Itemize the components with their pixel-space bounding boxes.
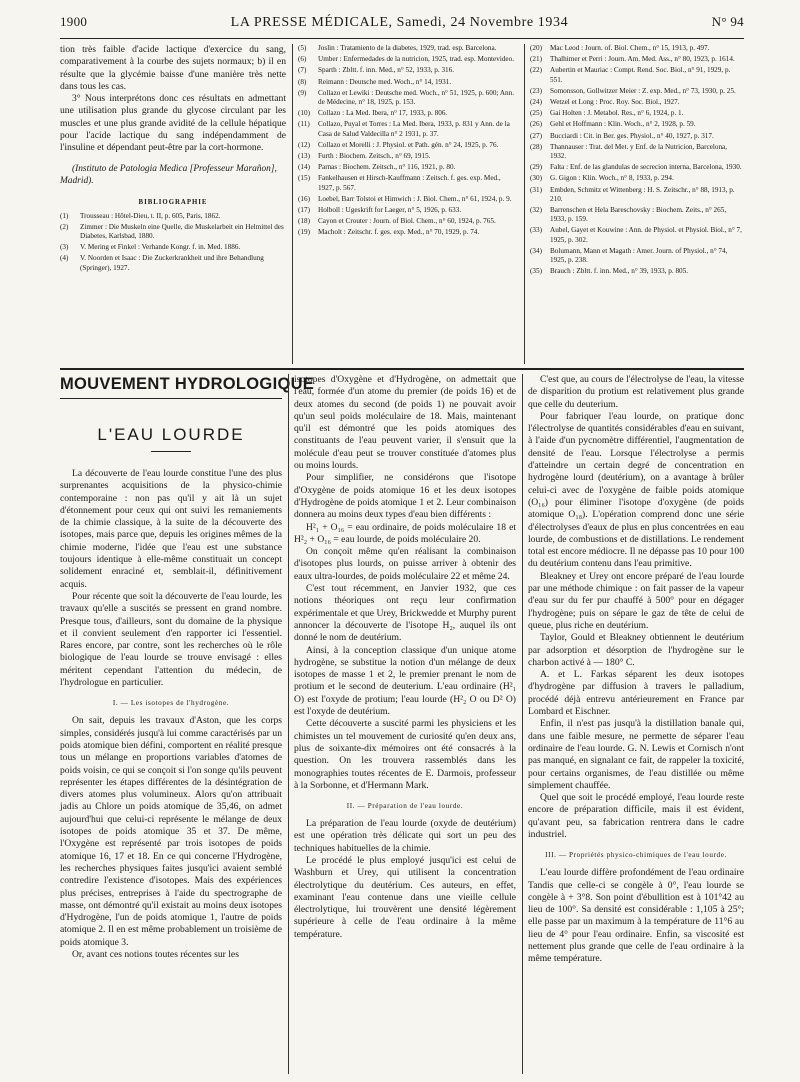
issue-number: N° 94 xyxy=(711,14,744,29)
top-column-1 xyxy=(60,44,286,364)
reference-item: (16) Loebel, Barr Tolstoi et Himwich : J. Biol. Chem., n° 61, 1924, p. 9. xyxy=(298,194,512,203)
column-divider xyxy=(288,374,289,1074)
reference-item: (27) Bucciardi : Cit. in Ber. ges. Physiol., n° 40, 1927, p. 317. xyxy=(530,131,714,140)
article-paragraph: Pour fabriquer l'eau lourde, on pratique donc l'électrolyse de quantités considérables d'eau en suivant, à l'aide d'un pycnomètre différentiel, l'augmentation de densité de l'eau. Lorsque l'électrolyse a permis d'atteindre un certain degré de concentration en hydrogène lourd (deutérium), on a avantage à brûler celui-ci avec de l'oxygène de faible poids atomique (O₁₆) pour éliminer l'isotope d'oxygène (de poids atomique O₁₈). L'opération comprend donc une série d'électrolyses d'eaux de plus en plus concentrées en eau lourde, de combustions et de distillations. Le rendement total est encore médiocre. Il ne dépasse pas 10 pour 100 du deutérium contenu dans l'eau primitive. xyxy=(528,410,744,570)
section-3-heading: III. — Propriétés physico-chimiques de l'eau lourde. xyxy=(545,851,727,860)
article-column-3 xyxy=(528,374,744,1074)
section-2-heading: II. — Préparation de l'eau lourde. xyxy=(346,802,464,811)
intro-paragraph: Pour récente que soit la découverte de l'eau lourde, les travaux qu'elle a suscités se pressent en grand nombre. Presque tous, d'ailleurs, sont du domaine de la physique et il convient seulement d'en rapporter ici l'essentiel. Rares encore, par contre, sont les recherches où le rôle biologique de l'eau lourde se trouve envisagé : elles méritent cependant l'attention du médecin, de l'hydrologue en particulier. xyxy=(60,590,282,689)
reference-item: (30) G. Gigon : Klin. Woch., n° 8, 1933, p. 294. xyxy=(530,174,674,183)
formula-line: H²₁ + O₁₆ = eau ordinaire, de poids moléculaire 18 et H²₂ + O₁₆ = eau lourde, de poids moléculaire 20. xyxy=(294,521,516,545)
reference-item: (28) Thannauser : Trat. del Met. y Enf. de la Nutricion, Barcelona, 1932. xyxy=(530,142,728,161)
article-paragraph: On conçoit même qu'en réalisant la combinaison d'isotopes plus lourds, on puisse arriver à obtenir des eaux ultra-lourdes, de poids moléculaire 22 et même 24. xyxy=(294,546,516,582)
reference-item: (12) Collazo et Morelli : J. Physiol. et Path. gén. n° 24, 1925, p. 76. xyxy=(298,140,499,149)
reference-item: (6) Umber : Enfermedades de la nutricion, 1925, trad. esp. Montevideo. xyxy=(298,55,515,64)
article-paragraph: Cette découverte a suscité parmi les physiciens et les chimistes un tel mouvement de curiosité qu'en deux ans, plus de soixante-dix mémoires ont été consacrés à la question. On les trouvera rassemblés dans les monographies toutes récentes de E. Darmois, professeur à la Sorbonne, et d'Hermann Mark. xyxy=(294,718,516,791)
reference-item: (10) Collazo : La Med. Ibera, n° 17, 1933, p. 806. xyxy=(298,109,448,118)
top-column-2 xyxy=(298,44,518,364)
article-paragraph: Or, avant ces notions toutes récentes sur les xyxy=(72,948,239,960)
top-paragraph: tion très faible d'acide lactique d'exercice du sang, comparativement à la courbe des sujets normaux; b) il en résulte que la glycémie baisse d'une manière très nette dans tous les cas. xyxy=(60,44,286,92)
reference-item: (33) Aubel, Gayet et Kouwine : Ann. de Physiol. et Physiol. Biol., n° 7, 1925, p. 302. xyxy=(530,226,742,244)
reference-item: (21) Thalhimer et Perri : Journ. Am. Med. Ass., n° 80, 1923, p. 1614. xyxy=(530,55,735,64)
reference-item: (35) Brauch : Zbltt. f. inn. Med., n° 39, 1933, p. 805. xyxy=(530,267,689,276)
article-paragraph: Bleakney et Urey ont encore préparé de l'eau lourde par une méthode chimique : on fait passer de la vapeur d'eau sur du fer pur chauffé à 500° pour en dégager l'hydrogène; puis on sépare le gaz de tête de celui de queue, plus riche en deutérium. xyxy=(528,570,744,631)
column-divider xyxy=(292,44,293,364)
reference-item: (9) Collazo et Lewiki : Deutsche med. Woch., n° 51, 1925, p. 600; Ann. de Médecine, n° 18, 1925, p. 153. xyxy=(298,88,514,107)
article-paragraph: Quel que soit le procédé employé, l'eau lourde reste encore de préparation difficile, mais il est évident, qu'avant peu, sa fabrication rentrera dans le cadre industriel. xyxy=(528,792,744,840)
article-column-1 xyxy=(60,374,315,1074)
column-divider xyxy=(522,374,523,1074)
intro-paragraph: La découverte de l'eau lourde constitue l'une des plus surprenantes acquisitions de la physico-chimie contemporaine : non pas qu'il y ait là un sujet d'étonnement pour ceux qui ont suivi les remaniements de la chimie classique, à la suite de la découverte des isotopes, mais parce que, depuis les origines mêmes de la chimie moderne, l'idée que l'eau est une substance toujours identique à elle-même constituait un concept solidement enraciné et, semblait-il, définitivement acquis. xyxy=(60,468,282,590)
article-paragraph: La préparation de l'eau lourde (oxyde de deutérium) est une opération très délicate qui sort un peu des techniques habituelles de la chimie. xyxy=(294,818,516,854)
reference-item: (8) Reimann : Deutsche med. Woch., n° 14, 1931. xyxy=(298,77,452,86)
article-paragraph: Enfin, il n'est pas jusqu'à la distillation banale qui, dans une faible mesure, ne permette de séparer l'eau ordinaire de l'eau lourde. G. N. Lewis et Cornisch n'ont pas manqué, en signalant ce fait, de rappeler la toxicité, pour certains organismes, de l'eau distillée ou même simplement chauffée. xyxy=(528,718,744,791)
reference-item: (34) Bolumann, Mann et Magath : Amer. Journ. of Physiol., n° 74, 1925, p. 238. xyxy=(530,246,728,265)
article-paragraph: Le procédé le plus employé jusqu'ici est celui de Washburn et Urey, qui utilisent la concentration électrolytique du deutérium. Ces auteurs, en effet, examinant l'eau contenue dans une vieille cellule électrolytique, lui trouvèrent une densité légèrement supérieure à celle de l'eau ordinaire à la même température. xyxy=(294,854,516,940)
top-column-3 xyxy=(530,44,744,364)
reference-item: (25) Gai Holten : J. Metabol. Res., n° 6, 1924, p. 1. xyxy=(530,109,684,118)
article-paragraph: C'est que, au cours de l'électrolyse de l'eau, la vitesse de disparition du protium est relativement plus grande que celle du deuterium. xyxy=(528,374,744,410)
page-header xyxy=(60,14,744,38)
reference-item: (23) Somonsson, Gollwitzer Meier : Z. exp. Med., n° 73, 1930, p. 25. xyxy=(530,86,736,95)
reference-item: (31) Embden, Schmitz et Wittenberg : H. S. Zeitschr., n° 88, 1913, p. 210. xyxy=(530,185,735,203)
reference-item: (2) Zimmer : Die Muskeln eine Quelle, die Muskelarbeit ein Helmittel des Diabetes, Karlsbad, 1880. xyxy=(60,222,284,241)
header-rule xyxy=(60,38,744,39)
article-paragraph: A. et L. Farkas séparent les deux isotopes d'hydrogène par diffusion à travers le palladium, procédé déjà entrevu antérieurement en France par Lombard et Eischner. xyxy=(528,669,744,718)
reference-item: (32) Barrenschen et Hela Bareschovsky : Biochem. Zeits., n° 265, 1933, p. 159. xyxy=(530,206,727,224)
top-paragraph: 3° Nous interprétons donc ces résultats en admettant une utilisation plus grande du glycose circulant par les muscles et une plus grande avidité de la cellule hépatique pour l'acide lactique du sang indépendamment de l'insuline et dépendant peut-être par la cort-hormone. xyxy=(60,93,286,154)
section-1-heading: I. — Les isotopes de l'hydrogène. xyxy=(112,699,230,708)
reference-item: (4) V. Noorden et Isaac : Die Zuckerkrankheit und ihre Behandlung (Springer), 1927. xyxy=(60,254,264,272)
reference-item: (26) Gehl et Hoffmann : Klin. Woch., n° 2, 1928, p. 59. xyxy=(530,120,696,129)
article-column-2 xyxy=(294,374,516,1074)
reference-item: (3) V. Mering et Finkel : Verhande Kongr. f. in. Med. 1886. xyxy=(60,243,241,252)
article-paragraph: Taylor, Gould et Bleakney obtiennent le deutérium par adsorption et désorption de l'hydrogène sur le charbon activé à — 180° C. xyxy=(528,632,744,668)
references-list-3 xyxy=(530,44,744,276)
article-paragraph: isotopes d'Oxygène et d'Hydrogène, on admettait que l'eau, formée d'un atome du premier (de poids 16) et de deux atomes du second (de poids 1) ne pouvait avoir qu'un seul poids moléculaire de 18. Mais, maintenant qu'il est démontré que les poids atomiques des constituants de l'eau peuvent varier, il s'ensuit que la molécule d'eau peut se trouver constituée d'atomes plus ou moins lourds. xyxy=(294,374,516,472)
reference-item: (5) Joslin : Tratamiento de la diabetes, 1929, trad. esp. Barcelona. xyxy=(298,44,497,52)
article-section xyxy=(60,374,744,1074)
article-paragraph: On sait, depuis les travaux d'Aston, que les corps simples, considérés jusqu'à lui comme caractérisés par un poids atomique bien défini, comportent en réalité presque tous un mélange en proportions variables d'atomes de poids voisin, ce qui se conçoit si l'on songe qu'ils peuvent représenter les étapes différentes de la désintégration de divers atomes plus volumineux. Alors qu'on attribuait jadis au Chlore un poids atomique de 35,46, on admet aujourd'hui que celui-ci représente le mélange de deux isotopes de poids atomique 35 et 37. De même, l'Oxygène est représenté par trois isotopes de poids atomique 16, 17 et 18. En ce qui concerne l'Hydrogène, les recherches physiques faites jusqu'ici avaient semblé contredire l'existence d'isotopes. Mais des expériences plus précises, entreprises à l'aide du spectrographe de masse, ont démontré qu'il existait au moins deux isotopes d'Hydrogène, l'un de poids atomique 1, l'autre de poids atomique 2. Il en est même probablement un troisième de poids atomique 3. xyxy=(60,715,282,948)
reference-item: (1) Trousseau : Hôtel-Dieu, t. II, p. 605, Paris, 1862. xyxy=(60,211,221,220)
reference-item: (15) Fankelhausen et Hirsch-Kauffmann : Zeitsch. f. ges. exp. Med., 1927, p. 567. xyxy=(298,174,501,192)
journal-line: LA PRESSE MÉDICALE, Samedi, 24 Novembre 1934 xyxy=(230,15,569,30)
article-title: L'EAU LOURDE xyxy=(97,425,245,444)
reference-item: (17) Holboll : Ugeskrift for Laeger, n° 5, 1926, p. 633. xyxy=(298,206,462,215)
top-section xyxy=(60,44,744,364)
column-divider xyxy=(524,44,525,364)
institute-citation: (Instituto de Patologia Medica [Professeur Marañon], Madrid). xyxy=(60,163,277,186)
article-paragraph: C'est tout récemment, en Janvier 1932, que ces notions théoriques ont reçu leur confirmation expérimentale et que Urey, Brickwedde et Murphy purent annoncer la découverte de l'isotope H₂, auquel ils ont donné le nom de deutérium. xyxy=(294,583,516,644)
reference-item: (14) Parnas : Biochem. Zeitsch., n° 116, 1921, p. 80. xyxy=(298,163,456,172)
section-divider xyxy=(60,368,744,370)
reference-item: (18) Cayon et Crouter : Journ. of Biol. Chem., n° 60, 1924, p. 765. xyxy=(298,217,496,226)
article-paragraph: L'eau lourde diffère profondément de l'eau ordinaire Tandis que celle-ci se congèle à 0°, l'eau lourde se congèle à + 3°8. Son point d'ébullition est à 101°42 au lieu de 100°. Sa densité est considérable : 1,105 à 25°; elle passe par un maximum à la température de 11°6 au lieu de 4° pour l'eau ordinaire. Enfin, sa viscosité est nettement plus grande que celle de l'eau ordinaire à la même température. xyxy=(528,867,744,965)
section-heading: MOUVEMENT HYDROLOGIQUE xyxy=(60,375,282,399)
reference-item: (24) Wetzel et Long : Proc. Roy. Soc. Biol., 1927. xyxy=(530,98,680,107)
page-number: 1900 xyxy=(60,14,88,29)
reference-item: (22) Aubertin et Mauriac : Compt. Rend. Soc. Biol., n° 91, 1929, p. 551. xyxy=(530,66,731,84)
article-paragraph: Pour simplifier, ne considérons que l'isotope d'Oxygène de poids atomique 16 et les deux isotopes d'Hydrogène de poids atomique 1 et 2. Leur combinaison donnera au moins deux types d'eau bien différents : xyxy=(294,472,516,521)
references-list-1 xyxy=(60,212,286,273)
title-rule xyxy=(151,451,191,452)
reference-item: (19) Macholt : Zeitschr. f. ges. exp. Med., n° 70, 1929, p. 74. xyxy=(298,228,480,237)
reference-item: (29) Falta : Enf. de las glandulas de secrecion interna, Barcelona, 1930. xyxy=(530,163,742,172)
article-paragraph: Ainsi, à la conception classique d'un unique atome hydrogène, se substitue la notion d'un mélange de deux isotopes de masse 1 et 2, le premier prenant le nom de protium et le second de deuterium. L'eau ordinaire (H²₁ O) est l'oxyde de protium; l'eau lourde (H²₂ O ou D² O) est l'oxyde de deutérium. xyxy=(294,644,516,718)
references-list-2 xyxy=(298,44,518,238)
reference-item: (13) Furth : Biochem. Zeitsch., n° 69, 1915. xyxy=(298,152,431,161)
reference-item: (20) Mac Leod : Journ. of. Biol. Chem., n° 15, 1913, p. 497. xyxy=(530,44,710,52)
reference-item: (11) Collazo, Puyal et Torres : La Med. Ibera, 1933, p. 831 y Ann. de la Casa de Salud Valdecilla n° 2 1931, p. 37. xyxy=(298,120,510,138)
bibliography-title: BIBLIOGRAPHIE xyxy=(138,198,208,206)
reference-item: (7) Sparth : Zbltt. f. inn. Med., n° 52, 1933, p. 316. xyxy=(298,66,455,75)
